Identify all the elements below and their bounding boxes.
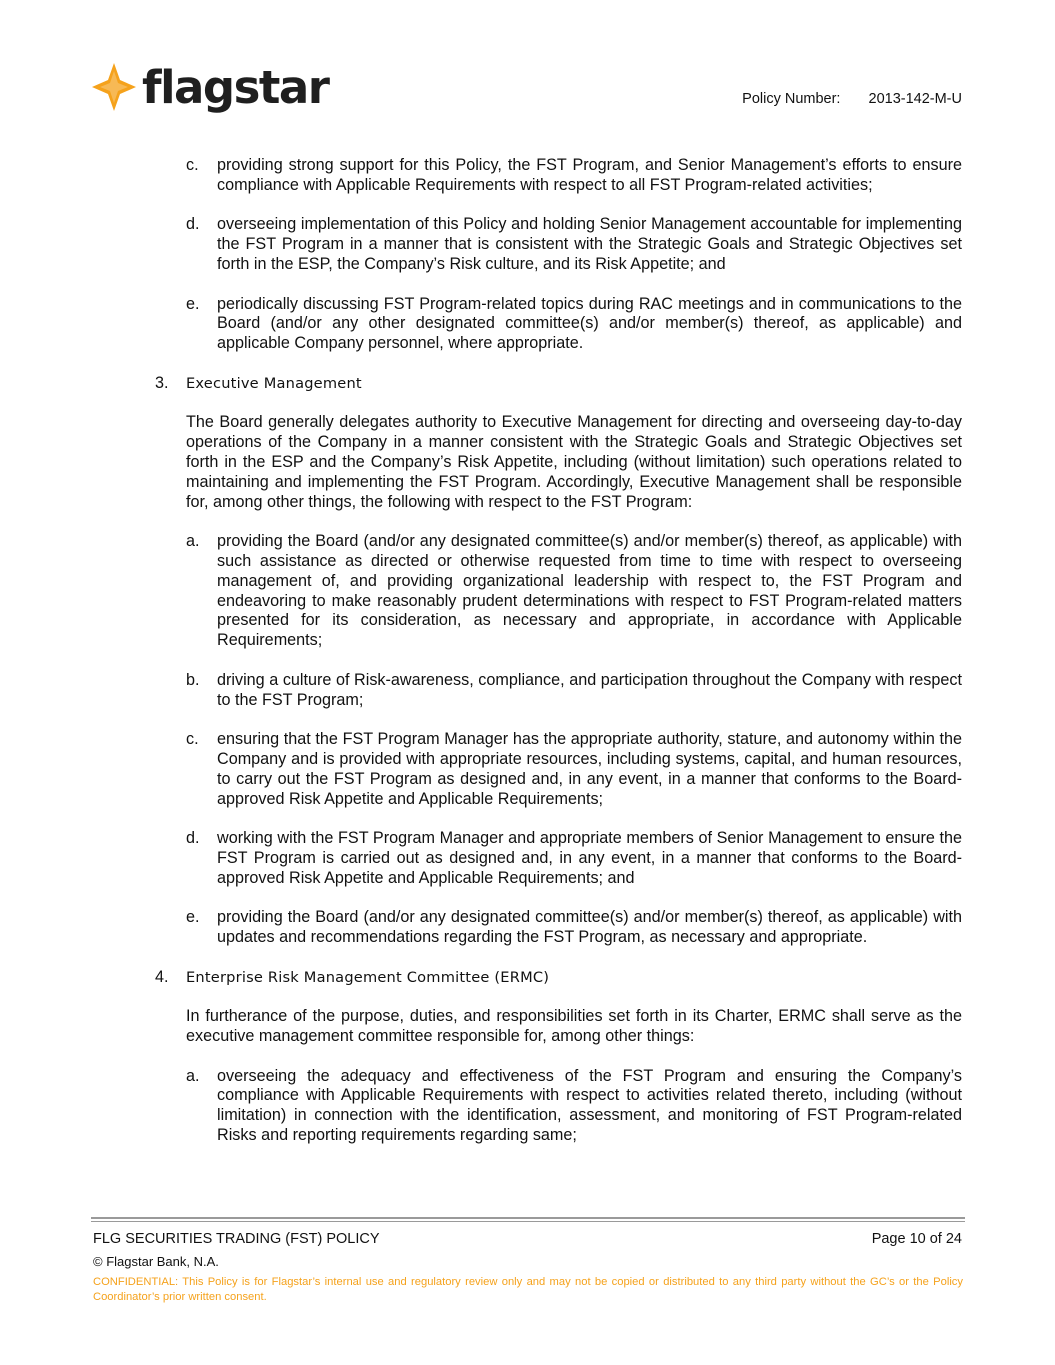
copyright: © Flagstar Bank, N.A. bbox=[93, 1254, 219, 1269]
list-item bbox=[186, 295, 962, 354]
list-marker: a. bbox=[186, 532, 200, 551]
list-text: providing strong support for this Policy, the FST Program, and Senior Management’s efforts to ensure compliance with Applicable Requirements with respect to all FST Program-related activities; bbox=[217, 156, 962, 194]
list-marker: c. bbox=[186, 730, 199, 749]
footer-divider bbox=[91, 1221, 965, 1222]
list-text: providing the Board (and/or any designated committee(s) and/or member(s) thereof, as applicable) with updates and recommendations regarding the FST Program, as necessary and appropriate. bbox=[217, 908, 962, 947]
section-title: Enterprise Risk Management Committee (ERMC) bbox=[186, 968, 550, 986]
list-text: working with the FST Program Manager and appropriate members of Senior Management to ensure the FST Program is carried out as designed and, in any event, in a manner that conforms to the Board-approved Risk Appetite and Applicable Requirements; and bbox=[217, 829, 962, 887]
list-text: providing the Board (and/or any designated committee(s) and/or member(s) thereof, as applicable) with such assistance as directed or otherwise requested from time to time with respect to overseeing management of, and providing organizational leadership with respect to, the FST Program and endeavoring to make reasonably prudent determinations with respect to FST Program-related matters presented for its consideration, as necessary and appropriate, in accordance with Applicable Requirements; bbox=[217, 532, 962, 650]
list-item bbox=[186, 215, 962, 274]
list-item bbox=[186, 1067, 962, 1146]
list-item bbox=[186, 829, 962, 888]
document-body bbox=[0, 156, 1055, 1166]
list-marker: d. bbox=[186, 829, 200, 848]
section-title: Executive Management bbox=[186, 374, 362, 392]
footer-title: FLG SECURITIES TRADING (FST) POLICY bbox=[93, 1231, 380, 1247]
list-item bbox=[186, 730, 962, 809]
section-intro: In furtherance of the purpose, duties, and responsibilities set forth in its Charter, ERMC shall serve as the executive management committee responsible for, among other things: bbox=[186, 1007, 962, 1046]
list-item bbox=[186, 532, 962, 651]
page-number: Page 10 of 24 bbox=[871, 1231, 962, 1247]
star-icon bbox=[92, 63, 136, 111]
list-marker: e. bbox=[186, 294, 200, 313]
section-number: 3. bbox=[155, 373, 169, 392]
list-marker: e. bbox=[186, 908, 200, 927]
list-text: ensuring that the FST Program Manager has the appropriate authority, stature, and autonomy within the Company and is provided with appropriate resources, including systems, capital, and human resources, to carry out the FST Program as designed and, in any event, in a manner that conforms to the Board-approved Risk Appetite and Applicable Requirements; bbox=[217, 730, 962, 808]
flagstar-logo bbox=[92, 60, 328, 114]
policy-number-value: 2013-142-M-U bbox=[868, 91, 962, 107]
list-marker: a. bbox=[186, 1066, 200, 1085]
list-text: overseeing implementation of this Policy and holding Senior Management accountable for implementing the FST Program in a manner that is consistent with the Strategic Goals and Strategic Objectives set forth in the ESP, the Company’s Risk culture, and its Risk Appetite; and bbox=[217, 215, 962, 273]
list-item bbox=[186, 671, 962, 711]
footer-divider bbox=[91, 1217, 965, 1219]
list-text: overseeing the adequacy and effectiveness of the FST Program and ensuring the Company’s compliance with Applicable Requirements with respect to activities related thereto, including (without limitation) in connection with the identification, assessment, and monitoring of FST Program-related Risks and reporting requirements regarding same; bbox=[217, 1066, 962, 1145]
logo-text: flagstar bbox=[142, 60, 329, 114]
list-marker: b. bbox=[186, 670, 200, 689]
section-number: 4. bbox=[155, 967, 169, 986]
list-marker: d. bbox=[186, 215, 200, 234]
section-intro: The Board generally delegates authority to Executive Management for directing and overseeing day-to-day operations of the Company in a manner consistent with the Strategic Goals and Strategic Objectives set forth in the ESP and the Company’s Risk Appetite, including (without limitation) such operations related to maintaining and implementing the FST Program. Accordingly, Executive Management shall be responsible for, among other things, the following with respect to the FST Program: bbox=[186, 413, 962, 511]
policy-number-label: Policy Number: bbox=[742, 91, 841, 107]
section-heading bbox=[155, 968, 962, 988]
section-heading bbox=[155, 374, 962, 394]
list-item bbox=[186, 908, 962, 948]
policy-number bbox=[742, 91, 962, 107]
list-marker: c. bbox=[186, 156, 199, 174]
list-item bbox=[186, 156, 962, 196]
list-text: driving a culture of Risk-awareness, compliance, and participation throughout the Company with respect to the FST Program; bbox=[217, 670, 962, 709]
list-text: periodically discussing FST Program-related topics during RAC meetings and in communications to the Board (and/or any other designated committee(s) and/or member(s) thereof, as applicable) and applicable Company personnel, where appropriate. bbox=[217, 294, 962, 353]
confidential-notice: CONFIDENTIAL: This Policy is for Flagstar’s internal use and regulatory review only and may not be copied or distributed to any third party without the GC’s or the Policy Coordinator’s prior written consent. bbox=[93, 1276, 963, 1303]
